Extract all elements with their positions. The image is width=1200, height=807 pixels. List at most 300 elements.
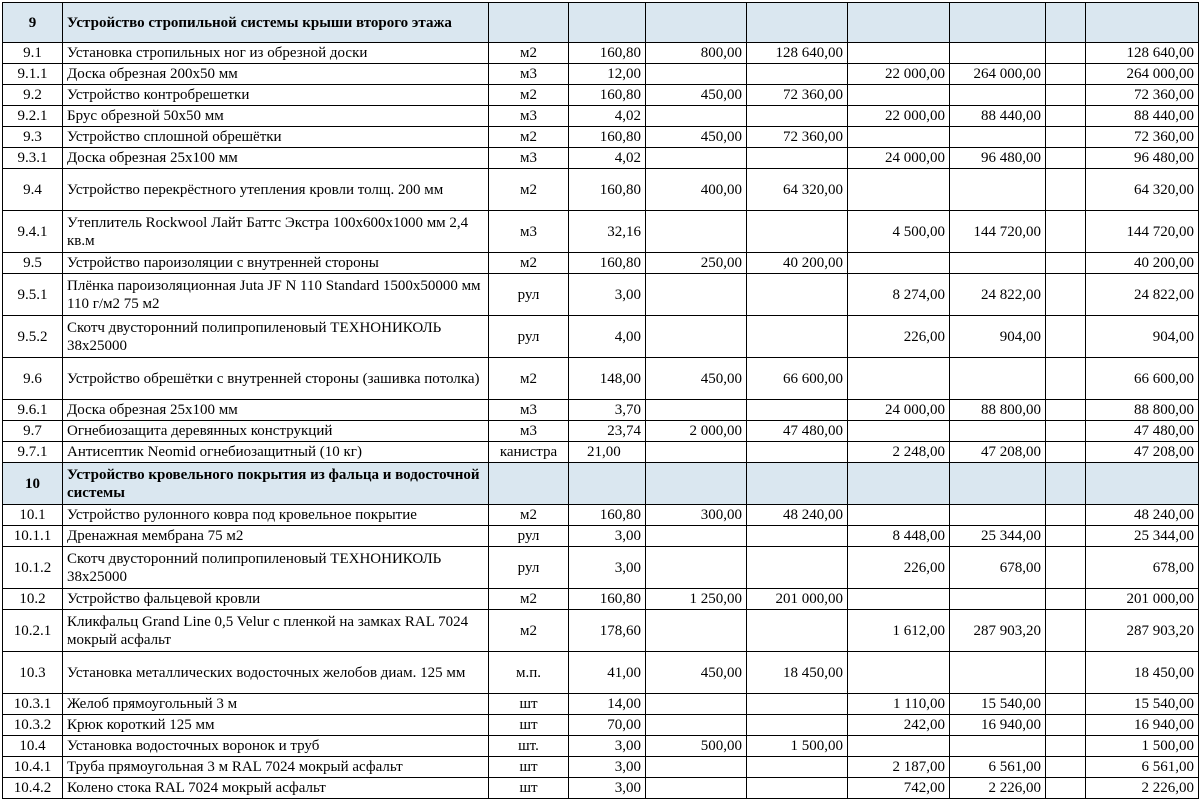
blank-cell — [1046, 211, 1086, 253]
unit-cell: м3 — [489, 64, 569, 85]
section-row — [3, 463, 1199, 505]
material-cost-cell: 904,00 — [950, 316, 1046, 358]
quantity-cell: 21,00 — [569, 442, 646, 463]
work-cost-cell — [747, 526, 848, 547]
work-price-cell — [646, 442, 747, 463]
table-row — [3, 127, 1199, 148]
material-cost-cell — [950, 463, 1046, 505]
total-cell: 88 440,00 — [1086, 106, 1199, 127]
material-cost-cell: 144 720,00 — [950, 211, 1046, 253]
total-cell: 904,00 — [1086, 316, 1199, 358]
item-number-cell: 9.1 — [3, 43, 63, 64]
item-number-cell: 9.2 — [3, 85, 63, 106]
total-cell: 1 500,00 — [1086, 736, 1199, 757]
total-cell: 678,00 — [1086, 547, 1199, 589]
material-cost-cell: 287 903,20 — [950, 610, 1046, 652]
quantity-cell: 32,16 — [569, 211, 646, 253]
unit-cell: м2 — [489, 610, 569, 652]
work-price-cell: 250,00 — [646, 253, 747, 274]
work-price-cell: 400,00 — [646, 169, 747, 211]
quantity-cell: 160,80 — [569, 253, 646, 274]
material-cost-cell — [950, 358, 1046, 400]
work-cost-cell — [747, 274, 848, 316]
material-price-cell — [848, 127, 950, 148]
item-number-cell: 10.2.1 — [3, 610, 63, 652]
total-cell: 48 240,00 — [1086, 505, 1199, 526]
blank-cell — [1046, 316, 1086, 358]
blank-cell — [1046, 505, 1086, 526]
unit-cell: м3 — [489, 421, 569, 442]
item-name-cell: Устройство рулонного ковра под кровельное покрытие — [63, 505, 489, 526]
item-number-cell: 10.4.2 — [3, 778, 63, 799]
blank-cell — [1046, 274, 1086, 316]
total-cell: 24 822,00 — [1086, 274, 1199, 316]
work-cost-cell — [747, 148, 848, 169]
work-cost-cell — [747, 757, 848, 778]
item-number-cell: 10.3.1 — [3, 694, 63, 715]
work-cost-cell — [747, 778, 848, 799]
item-name-cell: Скотч двусторонний полипропиленовый ТЕХНОНИКОЛЬ 38х25000 — [63, 547, 489, 589]
work-cost-cell — [747, 3, 848, 43]
work-cost-cell — [747, 316, 848, 358]
total-cell: 47 208,00 — [1086, 442, 1199, 463]
unit-cell — [489, 3, 569, 43]
quantity-cell: 160,80 — [569, 589, 646, 610]
quantity-cell: 3,70 — [569, 400, 646, 421]
material-cost-cell: 2 226,00 — [950, 778, 1046, 799]
material-cost-cell: 25 344,00 — [950, 526, 1046, 547]
item-number-cell: 9.6 — [3, 358, 63, 400]
blank-cell — [1046, 526, 1086, 547]
blank-cell — [1046, 127, 1086, 148]
item-number-cell: 10.2 — [3, 589, 63, 610]
material-price-cell — [848, 358, 950, 400]
blank-cell — [1046, 463, 1086, 505]
material-price-cell: 226,00 — [848, 316, 950, 358]
blank-cell — [1046, 715, 1086, 736]
quantity-cell: 3,00 — [569, 736, 646, 757]
work-price-cell — [646, 526, 747, 547]
item-name-cell: Труба прямоугольная 3 м RAL 7024 мокрый асфальт — [63, 757, 489, 778]
total-cell: 201 000,00 — [1086, 589, 1199, 610]
work-cost-cell — [747, 610, 848, 652]
unit-cell — [489, 463, 569, 505]
table-row — [3, 148, 1199, 169]
work-cost-cell: 66 600,00 — [747, 358, 848, 400]
table-row — [3, 694, 1199, 715]
total-cell: 88 800,00 — [1086, 400, 1199, 421]
blank-cell — [1046, 253, 1086, 274]
work-price-cell — [646, 715, 747, 736]
table-row — [3, 442, 1199, 463]
blank-cell — [1046, 778, 1086, 799]
blank-cell — [1046, 694, 1086, 715]
item-name-cell: Доска обрезная 200х50 мм — [63, 64, 489, 85]
unit-cell: шт — [489, 694, 569, 715]
material-cost-cell — [950, 253, 1046, 274]
item-number-cell: 9.4 — [3, 169, 63, 211]
work-price-cell — [646, 106, 747, 127]
table-row — [3, 106, 1199, 127]
material-price-cell: 1 612,00 — [848, 610, 950, 652]
item-name-cell: Колено стока RAL 7024 мокрый асфальт — [63, 778, 489, 799]
material-cost-cell — [950, 43, 1046, 64]
blank-cell — [1046, 43, 1086, 64]
work-cost-cell — [747, 400, 848, 421]
table-row — [3, 274, 1199, 316]
material-cost-cell — [950, 85, 1046, 106]
work-price-cell — [646, 400, 747, 421]
total-cell: 64 320,00 — [1086, 169, 1199, 211]
material-price-cell — [848, 652, 950, 694]
material-price-cell — [848, 736, 950, 757]
blank-cell — [1046, 736, 1086, 757]
unit-cell: м3 — [489, 211, 569, 253]
material-price-cell: 742,00 — [848, 778, 950, 799]
item-number-cell: 10 — [3, 463, 63, 505]
material-price-cell: 1 110,00 — [848, 694, 950, 715]
work-cost-cell: 72 360,00 — [747, 85, 848, 106]
unit-cell: канистра — [489, 442, 569, 463]
total-cell: 47 480,00 — [1086, 421, 1199, 442]
quantity-cell: 160,80 — [569, 505, 646, 526]
work-price-cell — [646, 757, 747, 778]
item-name-cell: Установка стропильных ног из обрезной доски — [63, 43, 489, 64]
work-price-cell — [646, 778, 747, 799]
table-row — [3, 316, 1199, 358]
work-price-cell: 2 000,00 — [646, 421, 747, 442]
material-cost-cell — [950, 505, 1046, 526]
blank-cell — [1046, 400, 1086, 421]
item-name-cell: Устройство сплошной обрешётки — [63, 127, 489, 148]
total-cell: 40 200,00 — [1086, 253, 1199, 274]
work-cost-cell — [747, 715, 848, 736]
table-row — [3, 757, 1199, 778]
quantity-cell: 4,02 — [569, 106, 646, 127]
item-number-cell: 9.1.1 — [3, 64, 63, 85]
work-price-cell — [646, 610, 747, 652]
material-price-cell: 2 187,00 — [848, 757, 950, 778]
work-cost-cell: 18 450,00 — [747, 652, 848, 694]
material-price-cell: 22 000,00 — [848, 64, 950, 85]
quantity-cell: 3,00 — [569, 757, 646, 778]
total-cell: 144 720,00 — [1086, 211, 1199, 253]
item-name-cell: Огнебиозащита деревянных конструкций — [63, 421, 489, 442]
total-cell — [1086, 463, 1199, 505]
blank-cell — [1046, 148, 1086, 169]
item-number-cell: 10.3 — [3, 652, 63, 694]
unit-cell: рул — [489, 274, 569, 316]
total-cell: 264 000,00 — [1086, 64, 1199, 85]
item-name-cell: Крюк короткий 125 мм — [63, 715, 489, 736]
material-price-cell — [848, 43, 950, 64]
work-price-cell: 500,00 — [646, 736, 747, 757]
item-name-cell: Скотч двусторонний полипропиленовый ТЕХНОНИКОЛЬ 38х25000 — [63, 316, 489, 358]
work-price-cell: 450,00 — [646, 358, 747, 400]
item-number-cell: 9.7.1 — [3, 442, 63, 463]
item-name-cell: Устройство стропильной системы крыши второго этажа — [63, 3, 489, 43]
blank-cell — [1046, 610, 1086, 652]
item-number-cell: 9.4.1 — [3, 211, 63, 253]
item-number-cell: 10.1.2 — [3, 547, 63, 589]
item-number-cell: 10.4 — [3, 736, 63, 757]
material-price-cell: 2 248,00 — [848, 442, 950, 463]
total-cell: 6 561,00 — [1086, 757, 1199, 778]
material-price-cell — [848, 3, 950, 43]
quantity-cell: 148,00 — [569, 358, 646, 400]
estimate-table — [2, 2, 1199, 799]
item-number-cell: 10.1.1 — [3, 526, 63, 547]
work-cost-cell: 1 500,00 — [747, 736, 848, 757]
material-price-cell — [848, 463, 950, 505]
quantity-cell: 160,80 — [569, 43, 646, 64]
table-row — [3, 169, 1199, 211]
unit-cell: шт. — [489, 736, 569, 757]
work-cost-cell: 47 480,00 — [747, 421, 848, 442]
material-price-cell — [848, 85, 950, 106]
item-number-cell: 9.3.1 — [3, 148, 63, 169]
quantity-cell: 3,00 — [569, 778, 646, 799]
material-price-cell — [848, 421, 950, 442]
blank-cell — [1046, 106, 1086, 127]
quantity-cell: 12,00 — [569, 64, 646, 85]
material-price-cell: 226,00 — [848, 547, 950, 589]
material-price-cell: 24 000,00 — [848, 400, 950, 421]
unit-cell: м2 — [489, 253, 569, 274]
material-cost-cell — [950, 589, 1046, 610]
item-name-cell: Устройство контробрешетки — [63, 85, 489, 106]
material-cost-cell: 678,00 — [950, 547, 1046, 589]
material-cost-cell — [950, 652, 1046, 694]
unit-cell: м3 — [489, 106, 569, 127]
quantity-cell: 14,00 — [569, 694, 646, 715]
table-row — [3, 211, 1199, 253]
unit-cell: м2 — [489, 169, 569, 211]
table-row — [3, 526, 1199, 547]
material-price-cell: 24 000,00 — [848, 148, 950, 169]
work-price-cell — [646, 274, 747, 316]
total-cell: 18 450,00 — [1086, 652, 1199, 694]
item-name-cell: Установка водосточных воронок и труб — [63, 736, 489, 757]
material-price-cell: 4 500,00 — [848, 211, 950, 253]
work-cost-cell — [747, 694, 848, 715]
work-cost-cell: 48 240,00 — [747, 505, 848, 526]
total-cell: 25 344,00 — [1086, 526, 1199, 547]
unit-cell: м2 — [489, 127, 569, 148]
work-price-cell: 450,00 — [646, 127, 747, 148]
table-row — [3, 43, 1199, 64]
work-price-cell: 1 250,00 — [646, 589, 747, 610]
item-name-cell: Брус обрезной 50х50 мм — [63, 106, 489, 127]
table-row — [3, 421, 1199, 442]
quantity-cell: 3,00 — [569, 547, 646, 589]
unit-cell: шт — [489, 715, 569, 736]
table-row — [3, 505, 1199, 526]
item-number-cell: 10.4.1 — [3, 757, 63, 778]
material-price-cell — [848, 169, 950, 211]
item-number-cell: 9.7 — [3, 421, 63, 442]
material-cost-cell: 264 000,00 — [950, 64, 1046, 85]
item-name-cell: Устройство кровельного покрытия из фальца и водосточной системы — [63, 463, 489, 505]
work-cost-cell — [747, 463, 848, 505]
table-row — [3, 736, 1199, 757]
work-price-cell — [646, 547, 747, 589]
material-cost-cell: 88 440,00 — [950, 106, 1046, 127]
total-cell: 72 360,00 — [1086, 127, 1199, 148]
quantity-cell: 178,60 — [569, 610, 646, 652]
table-row — [3, 358, 1199, 400]
unit-cell: шт — [489, 778, 569, 799]
total-cell: 287 903,20 — [1086, 610, 1199, 652]
table-row — [3, 547, 1199, 589]
work-price-cell — [646, 64, 747, 85]
total-cell: 96 480,00 — [1086, 148, 1199, 169]
work-price-cell: 450,00 — [646, 652, 747, 694]
blank-cell — [1046, 169, 1086, 211]
item-name-cell: Дренажная мембрана 75 м2 — [63, 526, 489, 547]
table-row — [3, 85, 1199, 106]
quantity-cell: 3,00 — [569, 526, 646, 547]
blank-cell — [1046, 652, 1086, 694]
unit-cell: шт — [489, 757, 569, 778]
quantity-cell: 3,00 — [569, 274, 646, 316]
item-number-cell: 9.2.1 — [3, 106, 63, 127]
material-cost-cell: 96 480,00 — [950, 148, 1046, 169]
blank-cell — [1046, 421, 1086, 442]
table-row — [3, 610, 1199, 652]
blank-cell — [1046, 547, 1086, 589]
unit-cell: м2 — [489, 589, 569, 610]
item-name-cell: Установка металлических водосточных желобов диам. 125 мм — [63, 652, 489, 694]
material-cost-cell: 24 822,00 — [950, 274, 1046, 316]
item-name-cell: Доска обрезная 25х100 мм — [63, 148, 489, 169]
item-name-cell: Утеплитель Rockwool Лайт Баттс Экстра 100х600х1000 мм 2,4 кв.м — [63, 211, 489, 253]
work-price-cell — [646, 211, 747, 253]
item-number-cell: 9.5 — [3, 253, 63, 274]
blank-cell — [1046, 358, 1086, 400]
unit-cell: м2 — [489, 358, 569, 400]
work-price-cell — [646, 316, 747, 358]
material-cost-cell: 6 561,00 — [950, 757, 1046, 778]
unit-cell: м3 — [489, 148, 569, 169]
total-cell: 128 640,00 — [1086, 43, 1199, 64]
quantity-cell — [569, 3, 646, 43]
blank-cell — [1046, 442, 1086, 463]
blank-cell — [1046, 589, 1086, 610]
quantity-cell: 4,02 — [569, 148, 646, 169]
material-cost-cell: 15 540,00 — [950, 694, 1046, 715]
material-price-cell — [848, 505, 950, 526]
material-price-cell: 22 000,00 — [848, 106, 950, 127]
work-cost-cell — [747, 442, 848, 463]
total-cell — [1086, 3, 1199, 43]
quantity-cell: 4,00 — [569, 316, 646, 358]
item-number-cell: 9.5.2 — [3, 316, 63, 358]
unit-cell: рул — [489, 316, 569, 358]
blank-cell — [1046, 757, 1086, 778]
item-name-cell: Плёнка пароизоляционная Juta JF N 110 Standard 1500х50000 мм 110 г/м2 75 м2 — [63, 274, 489, 316]
blank-cell — [1046, 85, 1086, 106]
work-cost-cell: 128 640,00 — [747, 43, 848, 64]
work-price-cell — [646, 463, 747, 505]
unit-cell: м.п. — [489, 652, 569, 694]
material-price-cell: 8 448,00 — [848, 526, 950, 547]
material-cost-cell — [950, 421, 1046, 442]
unit-cell: рул — [489, 547, 569, 589]
work-price-cell: 450,00 — [646, 85, 747, 106]
quantity-cell: 160,80 — [569, 127, 646, 148]
unit-cell: м2 — [489, 505, 569, 526]
item-number-cell: 9.3 — [3, 127, 63, 148]
blank-cell — [1046, 3, 1086, 43]
material-price-cell: 8 274,00 — [848, 274, 950, 316]
work-cost-cell: 201 000,00 — [747, 589, 848, 610]
unit-cell: м2 — [489, 43, 569, 64]
table-row — [3, 400, 1199, 421]
table-row — [3, 652, 1199, 694]
section-row — [3, 3, 1199, 43]
work-cost-cell: 72 360,00 — [747, 127, 848, 148]
item-number-cell: 10.1 — [3, 505, 63, 526]
item-name-cell: Устройство пароизоляции с внутренней стороны — [63, 253, 489, 274]
item-name-cell: Желоб прямоугольный 3 м — [63, 694, 489, 715]
item-number-cell: 9 — [3, 3, 63, 43]
table-body — [3, 3, 1199, 799]
quantity-cell: 70,00 — [569, 715, 646, 736]
quantity-cell: 160,80 — [569, 85, 646, 106]
work-price-cell: 800,00 — [646, 43, 747, 64]
unit-cell: рул — [489, 526, 569, 547]
unit-cell: м3 — [489, 400, 569, 421]
quantity-cell: 160,80 — [569, 169, 646, 211]
item-name-cell: Антисептик Neomid огнебиозащитный (10 кг) — [63, 442, 489, 463]
work-cost-cell — [747, 211, 848, 253]
total-cell: 16 940,00 — [1086, 715, 1199, 736]
material-cost-cell: 16 940,00 — [950, 715, 1046, 736]
table-row — [3, 589, 1199, 610]
work-price-cell — [646, 148, 747, 169]
item-name-cell: Доска обрезная 25х100 мм — [63, 400, 489, 421]
work-cost-cell — [747, 64, 848, 85]
blank-cell — [1046, 64, 1086, 85]
table-row — [3, 715, 1199, 736]
work-cost-cell: 40 200,00 — [747, 253, 848, 274]
item-name-cell: Устройство фальцевой кровли — [63, 589, 489, 610]
work-cost-cell — [747, 547, 848, 589]
total-cell: 2 226,00 — [1086, 778, 1199, 799]
work-price-cell — [646, 694, 747, 715]
item-number-cell: 9.6.1 — [3, 400, 63, 421]
item-number-cell: 9.5.1 — [3, 274, 63, 316]
table-row — [3, 778, 1199, 799]
material-cost-cell: 88 800,00 — [950, 400, 1046, 421]
item-name-cell: Кликфальц Grand Line 0,5 Velur с пленкой на замках RAL 7024 мокрый асфальт — [63, 610, 489, 652]
material-cost-cell — [950, 736, 1046, 757]
item-name-cell: Устройство перекрёстного утепления кровли толщ. 200 мм — [63, 169, 489, 211]
total-cell: 72 360,00 — [1086, 85, 1199, 106]
quantity-cell: 23,74 — [569, 421, 646, 442]
material-price-cell — [848, 253, 950, 274]
material-cost-cell: 47 208,00 — [950, 442, 1046, 463]
quantity-cell — [569, 463, 646, 505]
item-name-cell: Устройство обрешётки с внутренней стороны (зашивка потолка) — [63, 358, 489, 400]
material-cost-cell — [950, 127, 1046, 148]
work-price-cell: 300,00 — [646, 505, 747, 526]
total-cell: 66 600,00 — [1086, 358, 1199, 400]
work-cost-cell — [747, 106, 848, 127]
material-price-cell — [848, 589, 950, 610]
material-price-cell: 242,00 — [848, 715, 950, 736]
